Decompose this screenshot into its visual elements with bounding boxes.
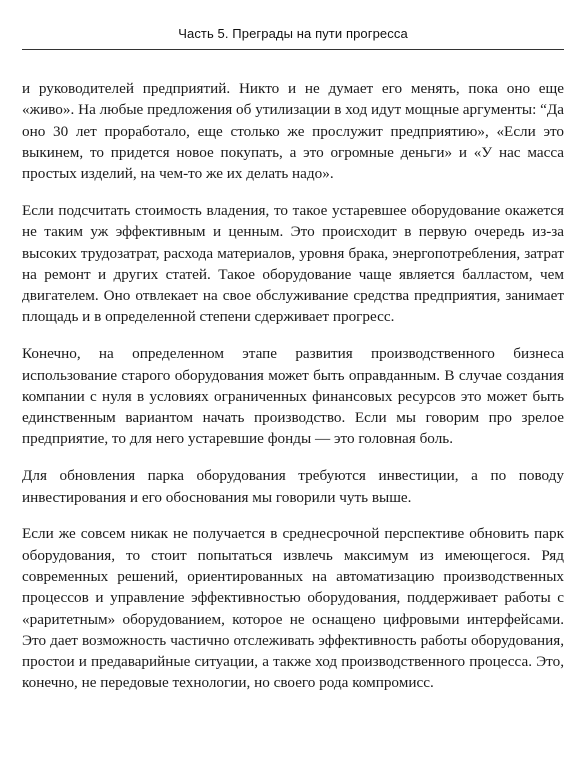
running-header: Часть 5. Преграды на пути прогресса bbox=[178, 26, 408, 41]
paragraph-3: Конечно, на определенном этапе развития производственного бизнеса использование старого оборудования может быть оправданным. В случае создания компании с нуля в условиях ограниченных финансовых ресурсов это может быть единственным вариантом начать производство. Если мы говорим про зрелое предприятие, то для него устаревшие фонды — это головная боль. bbox=[22, 345, 564, 448]
header-divider bbox=[22, 49, 564, 50]
paragraph-1: и руководителей предприятий. Никто и не думает его менять, пока оно еще «живо». На любые предложения об утилизации в ход идут мощные аргументы: “Да оно 30 лет проработало, еще столько же прослужит предприятию», «Если это выкинем, то придется новое покупать, а это огромные деньги» и «У нас масса простых изделий, на чем-то же их делать надо». bbox=[22, 80, 564, 183]
paragraph-4: Для обновления парка оборудования требуются инвестиции, а по поводу инвестирования и его обоснования мы говорили чуть выше. bbox=[22, 467, 564, 506]
body-text bbox=[22, 78, 564, 709]
paragraph-2: Если подсчитать стоимость владения, то такое устаревшее оборудование окажется не таким уж эффективным и ценным. Это происходит в первую очередь из-за высоких трудозатрат, расхода материалов, уровня брака, энергопотребления, затрат на ремонт и других статей. Такое оборудование чаще является балластом, чем двигателем. Оно отвлекает на свое обслуживание средства предприятия, занимает площадь и в определенной степени сдерживает прогресс. bbox=[22, 201, 564, 326]
paragraph-5: Если же совсем никак не получается в среднесрочной перспективе обновить парк оборудования, то стоит попытаться извлечь максимум из имеющегося. Ряд современных решений, ориентированных на автоматизацию производственных процессов и управление эффективностью оборудования, поддерживает работы с «раритетным» оборудованием, которое не оснащено цифровыми интерфейсами. Это дает возможность частично отслеживать эффективность работы оборудования, простои и предаварийные ситуации, а также ход производственного процесса. Это, конечно, не передовые технологии, но своего рода компромисс. bbox=[22, 525, 564, 692]
